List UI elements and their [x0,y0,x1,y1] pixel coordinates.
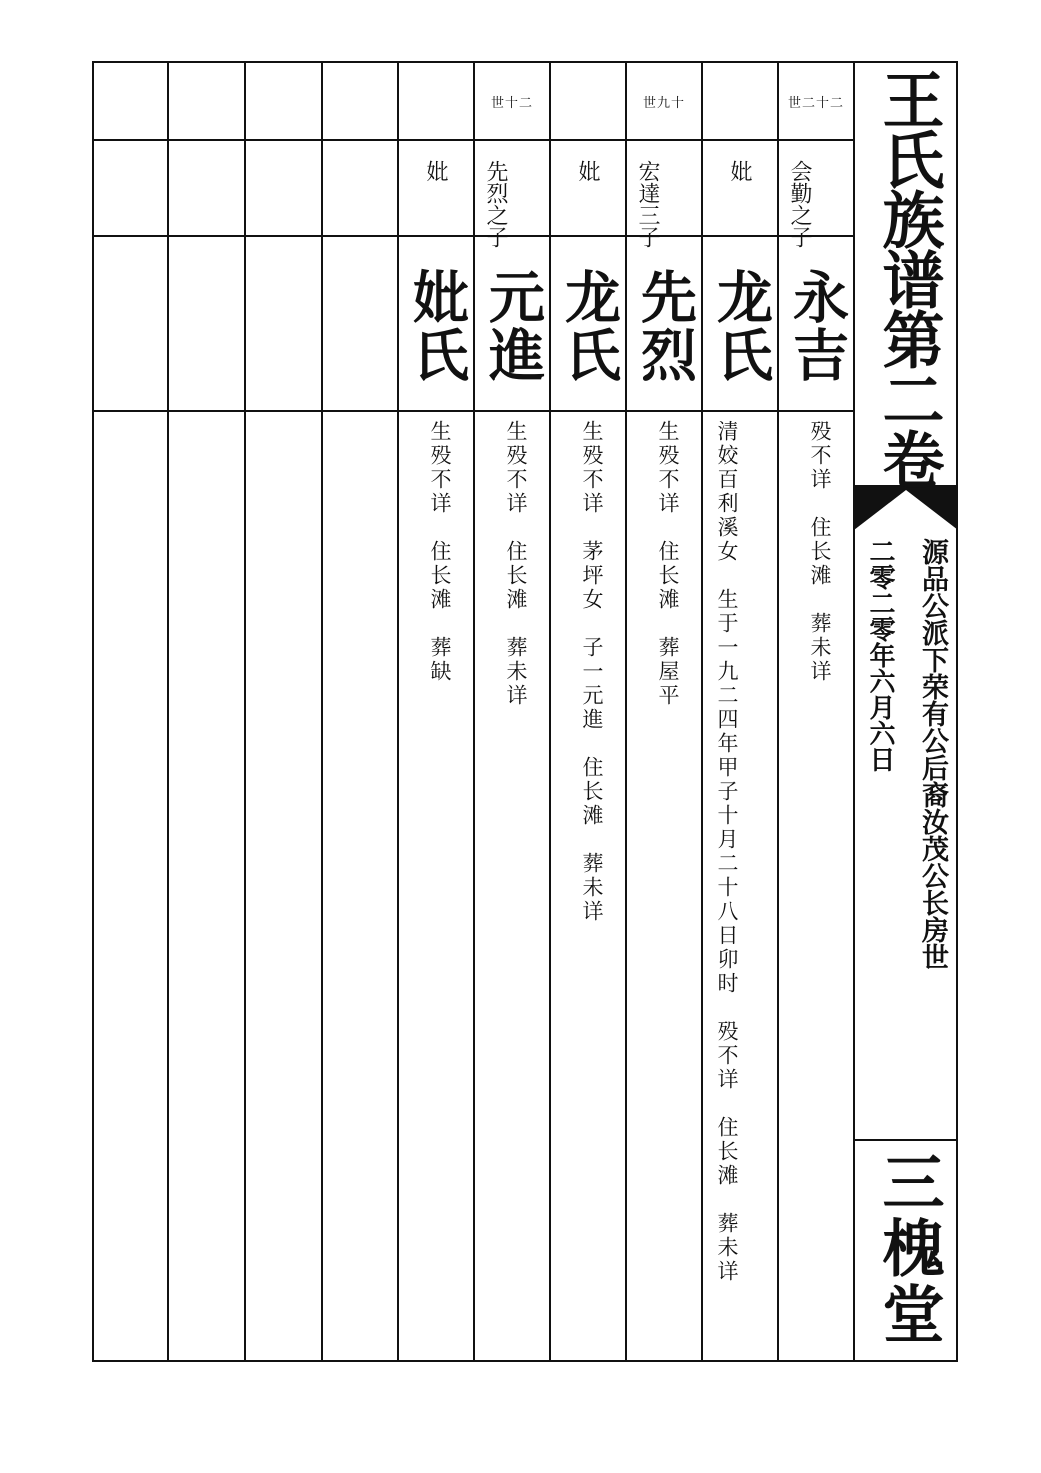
person-name: 元進 [480,268,546,384]
person-details: 生殁不详 住长滩 葬屋平 [656,420,680,708]
generation-label: 世九十 [642,96,685,111]
row-divider [92,235,854,237]
column-divider [473,61,475,1362]
relation-label: 妣 [727,160,752,182]
relation-label: 妣 [423,160,448,182]
person-details: 生殁不详 茅坪女 子一元進 住长滩 葬未详 [580,420,604,924]
title-divider [854,1139,958,1141]
column-divider [625,61,627,1362]
lineage-subtitle: 源品公派下荣有公后裔汝茂公长房世 [917,538,948,970]
person-details: 生殁不详 住长滩 葬未详 [504,420,528,708]
person-name: 龙氏 [556,268,622,384]
person-name: 先烈 [632,268,698,384]
fishtail-ornament [854,486,958,536]
compile-date: 二零二零年六月六日 [865,538,895,772]
column-divider [701,61,703,1362]
column-divider [549,61,551,1362]
person-details: 生殁不详 住长滩 葬缺 [428,420,452,684]
person-name: 龙氏 [708,268,774,384]
person-details: 清姣百利溪女 生于一九二四年甲子十月二十八日卯时 殁不详 住长滩 葬未详 [715,420,739,1284]
page-frame [92,61,958,1362]
generation-label: 世十二 [490,96,533,111]
person-name: 永吉 [784,268,850,384]
row-divider [92,139,854,141]
column-divider [777,61,779,1362]
relation-label: 先烈之子 [483,160,508,248]
column-divider [853,61,855,1362]
generation-label: 世二十二 [787,96,844,111]
relation-label: 会勤之子 [787,160,812,248]
column-divider [244,61,246,1362]
column-divider [167,61,169,1362]
person-name: 妣氏 [404,268,470,384]
person-details: 殁不详 住长滩 葬未详 [808,420,832,684]
column-divider [397,61,399,1362]
row-divider [92,410,854,412]
hall-name: 三槐堂 [872,1150,945,1348]
book-title: 王氏族谱第二卷 [872,68,945,488]
relation-label: 宏達三子 [635,160,660,248]
relation-label: 妣 [575,160,600,182]
column-divider [321,61,323,1362]
